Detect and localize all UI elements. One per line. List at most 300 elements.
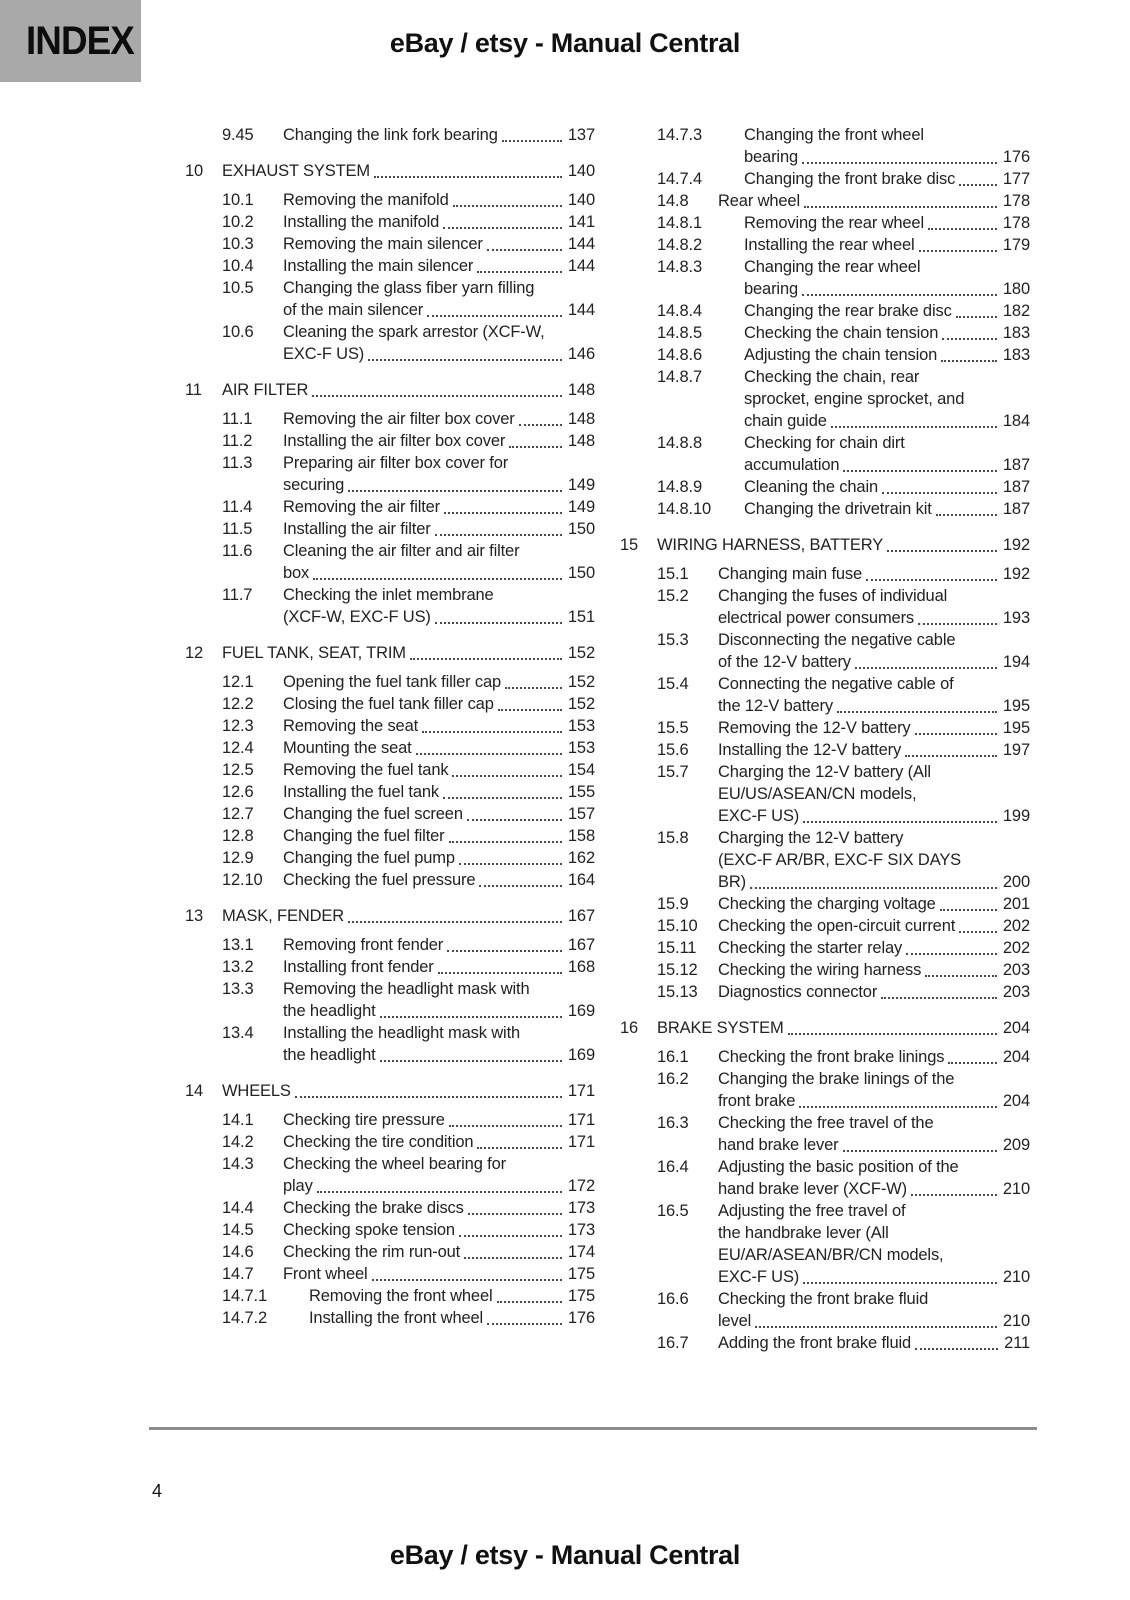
entry-title: Changing the link fork bearing	[283, 126, 498, 144]
toc-chapter-row	[185, 379, 595, 401]
entry-title: Installing front fender	[283, 958, 434, 976]
dot-leader	[802, 162, 997, 164]
toc-entry-row	[185, 1285, 595, 1307]
entry-page-number: 140	[567, 191, 595, 209]
entry-title: Installing the fuel tank	[283, 783, 440, 801]
entry-body	[718, 563, 1030, 585]
dot-leader	[487, 1323, 562, 1325]
entry-number: 15.7	[657, 763, 689, 781]
entry-body	[718, 761, 1030, 827]
dot-leader	[443, 227, 562, 229]
entry-title: Changing the drivetrain kit	[744, 500, 932, 518]
entry-title-line: EU/AR/ASEAN/BR/CN models,	[718, 1246, 944, 1264]
entry-number: 15.2	[657, 587, 689, 605]
entry-number: 10.5	[222, 279, 254, 297]
entry-body	[744, 344, 1030, 366]
toc-entry-row	[620, 893, 1030, 915]
dot-leader	[919, 250, 997, 252]
entry-number: 11.2	[222, 432, 253, 450]
entry-title: accumulation	[744, 456, 840, 474]
dot-leader	[881, 997, 997, 999]
entry-body	[283, 408, 595, 430]
entry-title: Diagnostics connector	[718, 983, 878, 1001]
dot-leader	[918, 623, 997, 625]
entry-number: 14.8.2	[657, 236, 702, 254]
entry-body	[718, 981, 1030, 1003]
entry-page-number: 180	[1002, 280, 1030, 298]
entry-body	[718, 915, 1030, 937]
entry-page-number: 169	[567, 1046, 595, 1064]
entry-page-number: 152	[567, 695, 595, 713]
entry-body	[718, 1046, 1030, 1068]
entry-title-line: sprocket, engine sprocket, and	[744, 390, 965, 408]
toc-entry-row	[620, 190, 1030, 212]
entry-body	[283, 496, 595, 518]
toc-entry-row	[620, 739, 1030, 761]
toc-entry-row	[620, 915, 1030, 937]
dot-leader	[855, 667, 997, 669]
entry-body	[283, 277, 595, 321]
toc-entry-row	[185, 430, 595, 452]
entry-page-number: 210	[1002, 1268, 1030, 1286]
entry-page-number: 200	[1002, 873, 1030, 891]
entry-page-number: 148	[567, 381, 595, 399]
toc-entry-row	[620, 476, 1030, 498]
entry-number: 16.7	[657, 1334, 689, 1352]
dot-leader	[803, 821, 997, 823]
dot-leader	[750, 887, 997, 889]
toc-entry-row	[185, 1219, 595, 1241]
entry-body	[283, 1153, 595, 1197]
toc-entry-row	[620, 1332, 1030, 1354]
entry-title-line: Changing the rear wheel	[744, 258, 921, 276]
toc-entry-row	[620, 673, 1030, 717]
toc-entry-row	[620, 585, 1030, 629]
entry-number: 14.7.1	[222, 1287, 267, 1305]
entry-number: 11.6	[222, 542, 253, 560]
footer-divider-rule	[149, 1427, 1037, 1430]
entry-page-number: 201	[1002, 895, 1030, 913]
entry-title: box	[283, 564, 310, 582]
entry-number: 10.2	[222, 213, 254, 231]
entry-title: of the main silencer	[283, 301, 424, 319]
entry-number: 14.8.7	[657, 368, 702, 386]
entry-title: Checking spoke tension	[283, 1221, 455, 1239]
entry-page-number: 173	[567, 1199, 595, 1217]
dot-leader	[803, 1282, 997, 1284]
toc-chapter-row	[185, 1080, 595, 1102]
toc-entry-row	[185, 934, 595, 956]
entry-body	[283, 124, 595, 146]
entry-number: 16.6	[657, 1290, 689, 1308]
entry-title: of the 12-V battery	[718, 653, 851, 671]
entry-body	[744, 212, 1030, 234]
entry-number: 14.8.3	[657, 258, 702, 276]
entry-number: 14.8.9	[657, 478, 702, 496]
dot-leader	[487, 249, 562, 251]
entry-title: (XCF-W, EXC-F US)	[283, 608, 431, 626]
entry-title: Removing the 12-V battery	[718, 719, 911, 737]
entry-number: 12	[185, 644, 204, 662]
entry-page-number: 149	[567, 498, 595, 516]
entry-body	[283, 803, 595, 825]
entry-number: 14.5	[222, 1221, 254, 1239]
dot-leader	[911, 1194, 997, 1196]
dot-leader	[427, 315, 562, 317]
dot-leader	[348, 921, 562, 923]
entry-title-line: Charging the 12-V battery (All	[718, 763, 931, 781]
entry-title: EXC-F US)	[283, 345, 365, 363]
entry-body	[309, 1285, 595, 1307]
entry-body	[744, 234, 1030, 256]
entry-body	[222, 1080, 595, 1102]
entry-title: Removing the air filter box cover	[283, 410, 515, 428]
entry-title-line: (EXC-F AR/BR, EXC-F SIX DAYS	[718, 851, 962, 869]
entry-title: Checking the tire condition	[283, 1133, 474, 1151]
dot-leader	[416, 753, 562, 755]
entry-title: Installing the air filter box cover	[283, 432, 506, 450]
entry-page-number: 210	[1002, 1312, 1030, 1330]
toc-entry-row	[620, 366, 1030, 432]
entry-number: 11.5	[222, 520, 253, 538]
entry-page-number: 203	[1002, 961, 1030, 979]
entry-number: 15.13	[657, 983, 698, 1001]
entry-number: 14.8.1	[657, 214, 702, 232]
dot-leader	[497, 1301, 562, 1303]
toc-entry-row	[620, 1046, 1030, 1068]
entry-body	[283, 540, 595, 584]
toc-entry-row	[620, 1068, 1030, 1112]
entry-number: 12.1	[222, 673, 254, 691]
entry-title: Installing the manifold	[283, 213, 440, 231]
entry-body	[283, 693, 595, 715]
dot-leader	[444, 512, 562, 514]
toc-entry-row	[620, 212, 1030, 234]
entry-body	[718, 717, 1030, 739]
entry-body	[718, 1332, 1030, 1354]
entry-number: 15.11	[657, 939, 697, 957]
entry-body	[283, 321, 595, 365]
entry-body	[283, 978, 595, 1022]
entry-number: 12.8	[222, 827, 254, 845]
entry-page-number: 179	[1002, 236, 1030, 254]
entry-page-number: 192	[1002, 565, 1030, 583]
entry-number: 12.7	[222, 805, 254, 823]
entry-page-number: 140	[567, 162, 595, 180]
toc-entry-row	[185, 759, 595, 781]
dot-leader	[928, 228, 997, 230]
dot-leader	[477, 271, 562, 273]
toc-entry-row	[185, 956, 595, 978]
toc-entry-row	[185, 496, 595, 518]
dot-leader	[422, 731, 562, 733]
entry-body	[283, 1131, 595, 1153]
entry-page-number: 175	[567, 1265, 595, 1283]
page-footer-title: eBay / etsy - Manual Central	[389, 1540, 741, 1570]
entry-number: 10.3	[222, 235, 254, 253]
entry-number: 14.8.4	[657, 302, 702, 320]
entry-number: 12.2	[222, 695, 254, 713]
toc-entry-row	[185, 1153, 595, 1197]
entry-body	[744, 300, 1030, 322]
entry-title-line: Checking the inlet membrane	[283, 586, 494, 604]
entry-title-line: Installing the headlight mask with	[283, 1024, 521, 1042]
entry-body	[283, 671, 595, 693]
dot-leader	[887, 550, 997, 552]
entry-title: the headlight	[283, 1046, 376, 1064]
entry-page-number: 148	[567, 410, 595, 428]
entry-number: 14.7.4	[657, 170, 702, 188]
entry-title-line: Changing the front wheel	[744, 126, 924, 144]
entry-title: chain guide	[744, 412, 827, 430]
dot-leader	[435, 622, 562, 624]
toc-entry-row	[185, 321, 595, 365]
toc-entry-row	[620, 256, 1030, 300]
entry-title-line: Adjusting the basic position of the	[718, 1158, 959, 1176]
dot-leader	[509, 446, 562, 448]
entry-body	[744, 432, 1030, 476]
dot-leader	[443, 797, 562, 799]
entry-page-number: 150	[567, 520, 595, 538]
entry-title-line: Adjusting the free travel of	[718, 1202, 906, 1220]
dot-leader	[505, 687, 562, 689]
entry-title: Changing main fuse	[718, 565, 863, 583]
entry-title: Checking the chain tension	[744, 324, 939, 342]
toc-entry-row	[620, 1112, 1030, 1156]
entry-number: 11.7	[222, 586, 253, 604]
entry-number: 10.1	[222, 191, 254, 209]
entry-number: 10.4	[222, 257, 254, 275]
toc-entry-row	[185, 737, 595, 759]
entry-title-line: Checking the chain, rear	[744, 368, 920, 386]
entry-number: 15.12	[657, 961, 698, 979]
dot-leader	[372, 1279, 562, 1281]
toc-entry-row	[620, 1156, 1030, 1200]
entry-page-number: 178	[1002, 214, 1030, 232]
entry-body	[718, 673, 1030, 717]
dot-leader	[502, 140, 562, 142]
dot-leader	[915, 1348, 998, 1350]
entry-number: 14.7	[222, 1265, 254, 1283]
entry-title: Checking the open-circuit current	[718, 917, 956, 935]
entry-title-line: Checking the front brake fluid	[718, 1290, 929, 1308]
entry-body	[657, 1017, 1030, 1039]
entry-number: 14.2	[222, 1133, 254, 1151]
entry-body	[744, 498, 1030, 520]
entry-title: EXC-F US)	[718, 1268, 800, 1286]
toc-entry-row	[185, 124, 595, 146]
toc-entry-row	[185, 211, 595, 233]
entry-page-number: 167	[567, 907, 595, 925]
entry-number: 15.6	[657, 741, 689, 759]
entry-title: Checking the charging voltage	[718, 895, 936, 913]
dot-leader	[435, 534, 562, 536]
entry-title: Removing front fender	[283, 936, 444, 954]
toc-chapter-row	[185, 160, 595, 182]
dot-leader	[788, 1033, 997, 1035]
dot-leader	[295, 1096, 562, 1098]
entry-title-line: Changing the fuses of individual	[718, 587, 948, 605]
entry-page-number: 149	[567, 476, 595, 494]
entry-number: 13.1	[222, 936, 254, 954]
entry-title: Installing the main silencer	[283, 257, 474, 275]
dot-leader	[843, 1150, 997, 1152]
toc-entry-row	[185, 233, 595, 255]
entry-title: FUEL TANK, SEAT, TRIM	[222, 644, 406, 662]
entry-body	[283, 233, 595, 255]
toc-entry-row	[185, 1197, 595, 1219]
entry-page-number: 211	[1004, 1334, 1030, 1352]
toc-entry-row	[185, 803, 595, 825]
entry-page-number: 202	[1002, 917, 1030, 935]
entry-title: Removing the rear wheel	[744, 214, 924, 232]
entry-title-line: Charging the 12-V battery	[718, 829, 904, 847]
entry-body	[718, 1068, 1030, 1112]
entry-page-number: 210	[1002, 1180, 1030, 1198]
entry-body	[283, 452, 595, 496]
toc-entry-row	[185, 584, 595, 628]
entry-number: 15.3	[657, 631, 689, 649]
entry-number: 15.5	[657, 719, 689, 737]
dot-leader	[468, 1213, 562, 1215]
entry-title: Checking the front brake linings	[718, 1048, 945, 1066]
entry-number: 14	[185, 1082, 204, 1100]
dot-leader	[837, 711, 997, 713]
toc-entry-row	[620, 1200, 1030, 1288]
entry-number: 16.3	[657, 1114, 689, 1132]
entry-page-number: 154	[567, 761, 595, 779]
entry-number: 12.10	[222, 871, 263, 889]
entry-number: 14.6	[222, 1243, 254, 1261]
toc-entry-row	[620, 124, 1030, 168]
entry-body	[744, 168, 1030, 190]
entry-number: 15.8	[657, 829, 689, 847]
toc-entry-row	[620, 234, 1030, 256]
entry-title: Checking tire pressure	[283, 1111, 445, 1129]
entry-page-number: 157	[567, 805, 595, 823]
entry-title: Removing the seat	[283, 717, 419, 735]
dot-leader	[467, 819, 562, 821]
dot-leader	[804, 206, 997, 208]
entry-number: 15.10	[657, 917, 698, 935]
entry-number: 13.3	[222, 980, 254, 998]
dot-leader	[449, 841, 562, 843]
entry-page-number: 199	[1002, 807, 1030, 825]
toc-right-column	[620, 124, 1030, 1354]
dot-leader	[948, 1062, 997, 1064]
toc-entry-row	[185, 869, 595, 891]
entry-body	[283, 847, 595, 869]
entry-page-number: 183	[1002, 324, 1030, 342]
entry-number: 15.9	[657, 895, 689, 913]
entry-title-line: Preparing air filter box cover for	[283, 454, 509, 472]
toc-entry-row	[620, 827, 1030, 893]
entry-body	[744, 322, 1030, 344]
entry-body	[718, 1156, 1030, 1200]
toc-chapter-row	[620, 534, 1030, 556]
entry-title: Adjusting the chain tension	[744, 346, 938, 364]
dot-leader	[915, 733, 997, 735]
entry-title: AIR FILTER	[222, 381, 309, 399]
entry-page-number: 173	[567, 1221, 595, 1239]
toc-entry-row	[185, 693, 595, 715]
toc-entry-row	[185, 1307, 595, 1329]
entry-body	[718, 1288, 1030, 1332]
entry-title: Checking the rim run-out	[283, 1243, 461, 1261]
entry-page-number: 176	[1002, 148, 1030, 166]
toc-entry-row	[185, 189, 595, 211]
entry-page-number: 204	[1002, 1092, 1030, 1110]
entry-body	[744, 256, 1030, 300]
entry-body	[283, 781, 595, 803]
dot-leader	[925, 975, 997, 977]
entry-body	[222, 379, 595, 401]
entry-number: 14.4	[222, 1199, 254, 1217]
entry-title: WHEELS	[222, 1082, 291, 1100]
entry-page-number: 144	[567, 235, 595, 253]
entry-title-line: Connecting the negative cable of	[718, 675, 954, 693]
entry-title: WIRING HARNESS, BATTERY	[657, 536, 884, 554]
entry-title: BR)	[718, 873, 746, 891]
entry-page-number: 204	[1002, 1048, 1030, 1066]
entry-title: Changing the rear brake disc	[744, 302, 952, 320]
entry-page-number: 158	[567, 827, 595, 845]
entry-title: Checking the wiring harness	[718, 961, 922, 979]
entry-page-number: 153	[567, 739, 595, 757]
dot-leader	[477, 1147, 562, 1149]
entry-number: 14.1	[222, 1111, 254, 1129]
entry-title-line: Disconnecting the negative cable	[718, 631, 956, 649]
entry-page-number: 187	[1002, 456, 1030, 474]
entry-page-number: 167	[567, 936, 595, 954]
entry-page-number: 184	[1002, 412, 1030, 430]
entry-body	[309, 1307, 595, 1329]
entry-body	[283, 825, 595, 847]
toc-entry-row	[185, 1263, 595, 1285]
entry-title: Front wheel	[283, 1265, 368, 1283]
entry-page-number: 202	[1002, 939, 1030, 957]
dot-leader	[380, 1016, 562, 1018]
entry-number: 14.8.5	[657, 324, 702, 342]
entry-page-number: 144	[567, 257, 595, 275]
dot-leader	[519, 424, 562, 426]
entry-number: 10.6	[222, 323, 254, 341]
entry-body	[718, 827, 1030, 893]
entry-body	[657, 534, 1030, 556]
dot-leader	[464, 1257, 562, 1259]
toc-entry-row	[185, 671, 595, 693]
entry-page-number: 192	[1002, 536, 1030, 554]
entry-number: 16.4	[657, 1158, 689, 1176]
toc-entry-row	[185, 1131, 595, 1153]
entry-title: securing	[283, 476, 345, 494]
toc-entry-row	[185, 408, 595, 430]
entry-body	[283, 1241, 595, 1263]
entry-title: hand brake lever (XCF-W)	[718, 1180, 907, 1198]
entry-page-number: 175	[567, 1287, 595, 1305]
dot-leader	[380, 1060, 562, 1062]
toc-entry-row	[185, 540, 595, 584]
entry-title: Installing the rear wheel	[744, 236, 915, 254]
entry-page-number: 168	[567, 958, 595, 976]
entry-number: 14.7.3	[657, 126, 702, 144]
dot-leader	[905, 755, 997, 757]
entry-body	[283, 934, 595, 956]
toc-chapter-row	[185, 905, 595, 927]
entry-page-number: 194	[1002, 653, 1030, 671]
entry-title: Closing the fuel tank filler cap	[283, 695, 494, 713]
entry-title: hand brake lever	[718, 1136, 839, 1154]
